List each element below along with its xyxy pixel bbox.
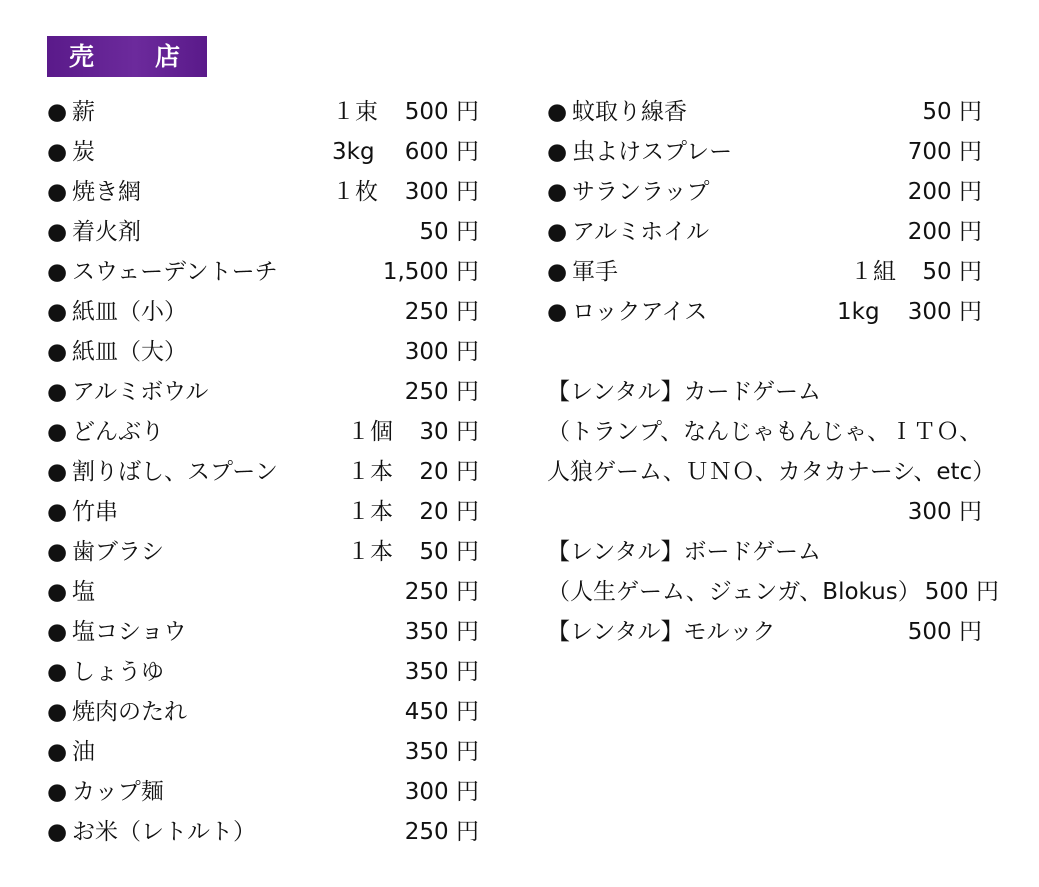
list-item — [47, 452, 487, 492]
list-item — [47, 732, 487, 772]
bullet-icon: ● — [47, 379, 68, 405]
list-item — [547, 132, 1002, 172]
item-price: 50 円 — [419, 539, 479, 565]
item-name: 薪 — [72, 99, 95, 125]
list-item — [47, 612, 487, 652]
item-quantity: １本 — [347, 459, 393, 485]
item-name: 虫よけスプレー — [572, 139, 733, 165]
item-name: 焼肉のたれ — [72, 699, 187, 725]
list-item — [47, 572, 487, 612]
list-item — [47, 372, 487, 412]
item-price: 20 円 — [419, 499, 479, 525]
item-price: 450 円 — [404, 699, 479, 725]
item-price: 250 円 — [404, 379, 479, 405]
item-price: 350 円 — [404, 619, 479, 645]
left-price-list — [47, 92, 487, 852]
item-name: 紙皿（大） — [72, 339, 187, 365]
item-name: 塩コショウ — [72, 619, 187, 645]
bullet-icon: ● — [47, 779, 68, 805]
item-price: 250 円 — [404, 299, 479, 325]
item-price: 250 円 — [404, 819, 479, 845]
item-price: 50 円 — [922, 99, 982, 125]
item-name: 軍手 — [572, 259, 618, 285]
rental-molkky-price: 500 円 — [907, 619, 982, 645]
item-name: 竹串 — [72, 499, 118, 525]
item-name: 着火剤 — [72, 219, 141, 245]
list-item — [547, 92, 1002, 132]
item-name: スウェーデントーチ — [72, 259, 278, 285]
bullet-icon: ● — [47, 179, 68, 205]
list-item — [547, 252, 1002, 292]
bullet-icon: ● — [47, 499, 68, 525]
item-price: 200 円 — [907, 219, 982, 245]
item-name: ロックアイス — [572, 299, 708, 325]
item-quantity: １本 — [347, 499, 393, 525]
item-quantity: １枚 — [332, 179, 378, 205]
rental-card-detail-1 — [547, 412, 1002, 452]
item-price: 1,500 円 — [382, 259, 479, 285]
bullet-icon: ● — [47, 339, 68, 365]
section-title-char-2: 店 — [155, 42, 181, 71]
bullet-icon: ● — [47, 139, 68, 165]
item-name: アルミボウル — [72, 379, 209, 405]
rental-card-detail-2 — [547, 452, 1002, 492]
item-quantity: １束 — [332, 99, 378, 125]
item-name: 紙皿（小） — [72, 299, 187, 325]
item-price: 350 円 — [404, 739, 479, 765]
bullet-icon: ● — [547, 219, 568, 245]
item-price: 350 円 — [404, 659, 479, 685]
item-price: 50 円 — [419, 219, 479, 245]
item-quantity: １個 — [347, 419, 393, 445]
bullet-icon: ● — [47, 699, 68, 725]
list-item — [47, 812, 487, 852]
item-quantity: １組 — [850, 259, 896, 285]
item-price: 300 円 — [404, 779, 479, 805]
rental-board-price: 500 円 — [924, 579, 999, 605]
item-price: 300 円 — [907, 299, 982, 325]
bullet-icon: ● — [47, 659, 68, 685]
list-item — [47, 492, 487, 532]
list-item — [47, 292, 487, 332]
item-price: 300 円 — [404, 339, 479, 365]
bullet-icon: ● — [547, 299, 568, 325]
rental-card-price-row — [547, 492, 1002, 532]
bullet-icon: ● — [547, 259, 568, 285]
item-name: 炭 — [72, 139, 95, 165]
bullet-icon: ● — [47, 219, 68, 245]
item-price: 700 円 — [907, 139, 982, 165]
rental-card-detail-2-text: 人狼ゲーム、ＵＮＯ、カタカナーシ、etc） — [547, 459, 996, 485]
bullet-icon: ● — [547, 139, 568, 165]
rental-board-title — [547, 532, 1002, 572]
item-price: 250 円 — [404, 579, 479, 605]
list-item — [47, 92, 487, 132]
bullet-icon: ● — [47, 459, 68, 485]
item-name: 割りばし、スプーン — [72, 459, 278, 485]
item-name: 歯ブラシ — [72, 539, 164, 565]
rental-board-title-text: 【レンタル】ボードゲーム — [547, 539, 822, 565]
list-item — [547, 212, 1002, 252]
rental-board-detail — [547, 572, 1002, 612]
bullet-icon: ● — [47, 819, 68, 845]
rental-card-detail-1-text: （トランプ、なんじゃもんじゃ、ＩＴＯ、 — [547, 419, 983, 445]
bullet-icon: ● — [47, 579, 68, 605]
item-price: 50 円 — [922, 259, 982, 285]
rental-card-title — [547, 372, 1002, 412]
bullet-icon: ● — [47, 259, 68, 285]
bullet-icon: ● — [47, 419, 68, 445]
list-item — [47, 692, 487, 732]
list-item — [547, 292, 1002, 332]
item-name: どんぶり — [72, 419, 164, 445]
item-price: 300 円 — [404, 179, 479, 205]
list-item — [47, 172, 487, 212]
list-item — [47, 212, 487, 252]
bullet-icon: ● — [547, 179, 568, 205]
item-name: しょうゆ — [72, 659, 164, 685]
list-item — [47, 772, 487, 812]
list-item — [47, 132, 487, 172]
bullet-icon: ● — [47, 299, 68, 325]
item-price: 500 円 — [404, 99, 479, 125]
bullet-icon: ● — [47, 739, 68, 765]
item-price: 20 円 — [419, 459, 479, 485]
rental-molkky — [547, 612, 1002, 652]
list-item — [47, 332, 487, 372]
item-name: 焼き網 — [72, 179, 141, 205]
rental-molkky-title: 【レンタル】モルック — [547, 619, 776, 645]
item-name: 蚊取り線香 — [572, 99, 687, 125]
item-name: カップ麺 — [72, 779, 164, 805]
rental-card-price: 300 円 — [907, 499, 982, 525]
list-item — [47, 652, 487, 692]
list-item — [47, 412, 487, 452]
item-name: 塩 — [72, 579, 95, 605]
bullet-icon: ● — [47, 619, 68, 645]
section-title-char-1: 売 — [69, 42, 95, 71]
item-name: サランラップ — [572, 179, 710, 205]
item-price: 600 円 — [404, 139, 479, 165]
spacer — [547, 332, 1002, 372]
rental-card-title-text: 【レンタル】カードゲーム — [547, 379, 822, 405]
bullet-icon: ● — [47, 539, 68, 565]
item-name: アルミホイル — [572, 219, 710, 245]
list-item — [47, 252, 487, 292]
bullet-icon: ● — [47, 99, 68, 125]
list-item — [47, 532, 487, 572]
list-item — [547, 172, 1002, 212]
item-price: 30 円 — [419, 419, 479, 445]
rental-board-detail-text: （人生ゲーム、ジェンガ、Blokus） — [547, 579, 921, 605]
bullet-icon: ● — [547, 99, 568, 125]
item-quantity: 3kg — [332, 139, 375, 165]
item-name: 油 — [72, 739, 95, 765]
item-quantity: 1kg — [837, 299, 880, 325]
right-price-list — [547, 92, 1002, 652]
item-name: お米（レトルト） — [72, 819, 256, 845]
item-quantity: １本 — [347, 539, 393, 565]
item-price: 200 円 — [907, 179, 982, 205]
section-title — [47, 36, 207, 77]
